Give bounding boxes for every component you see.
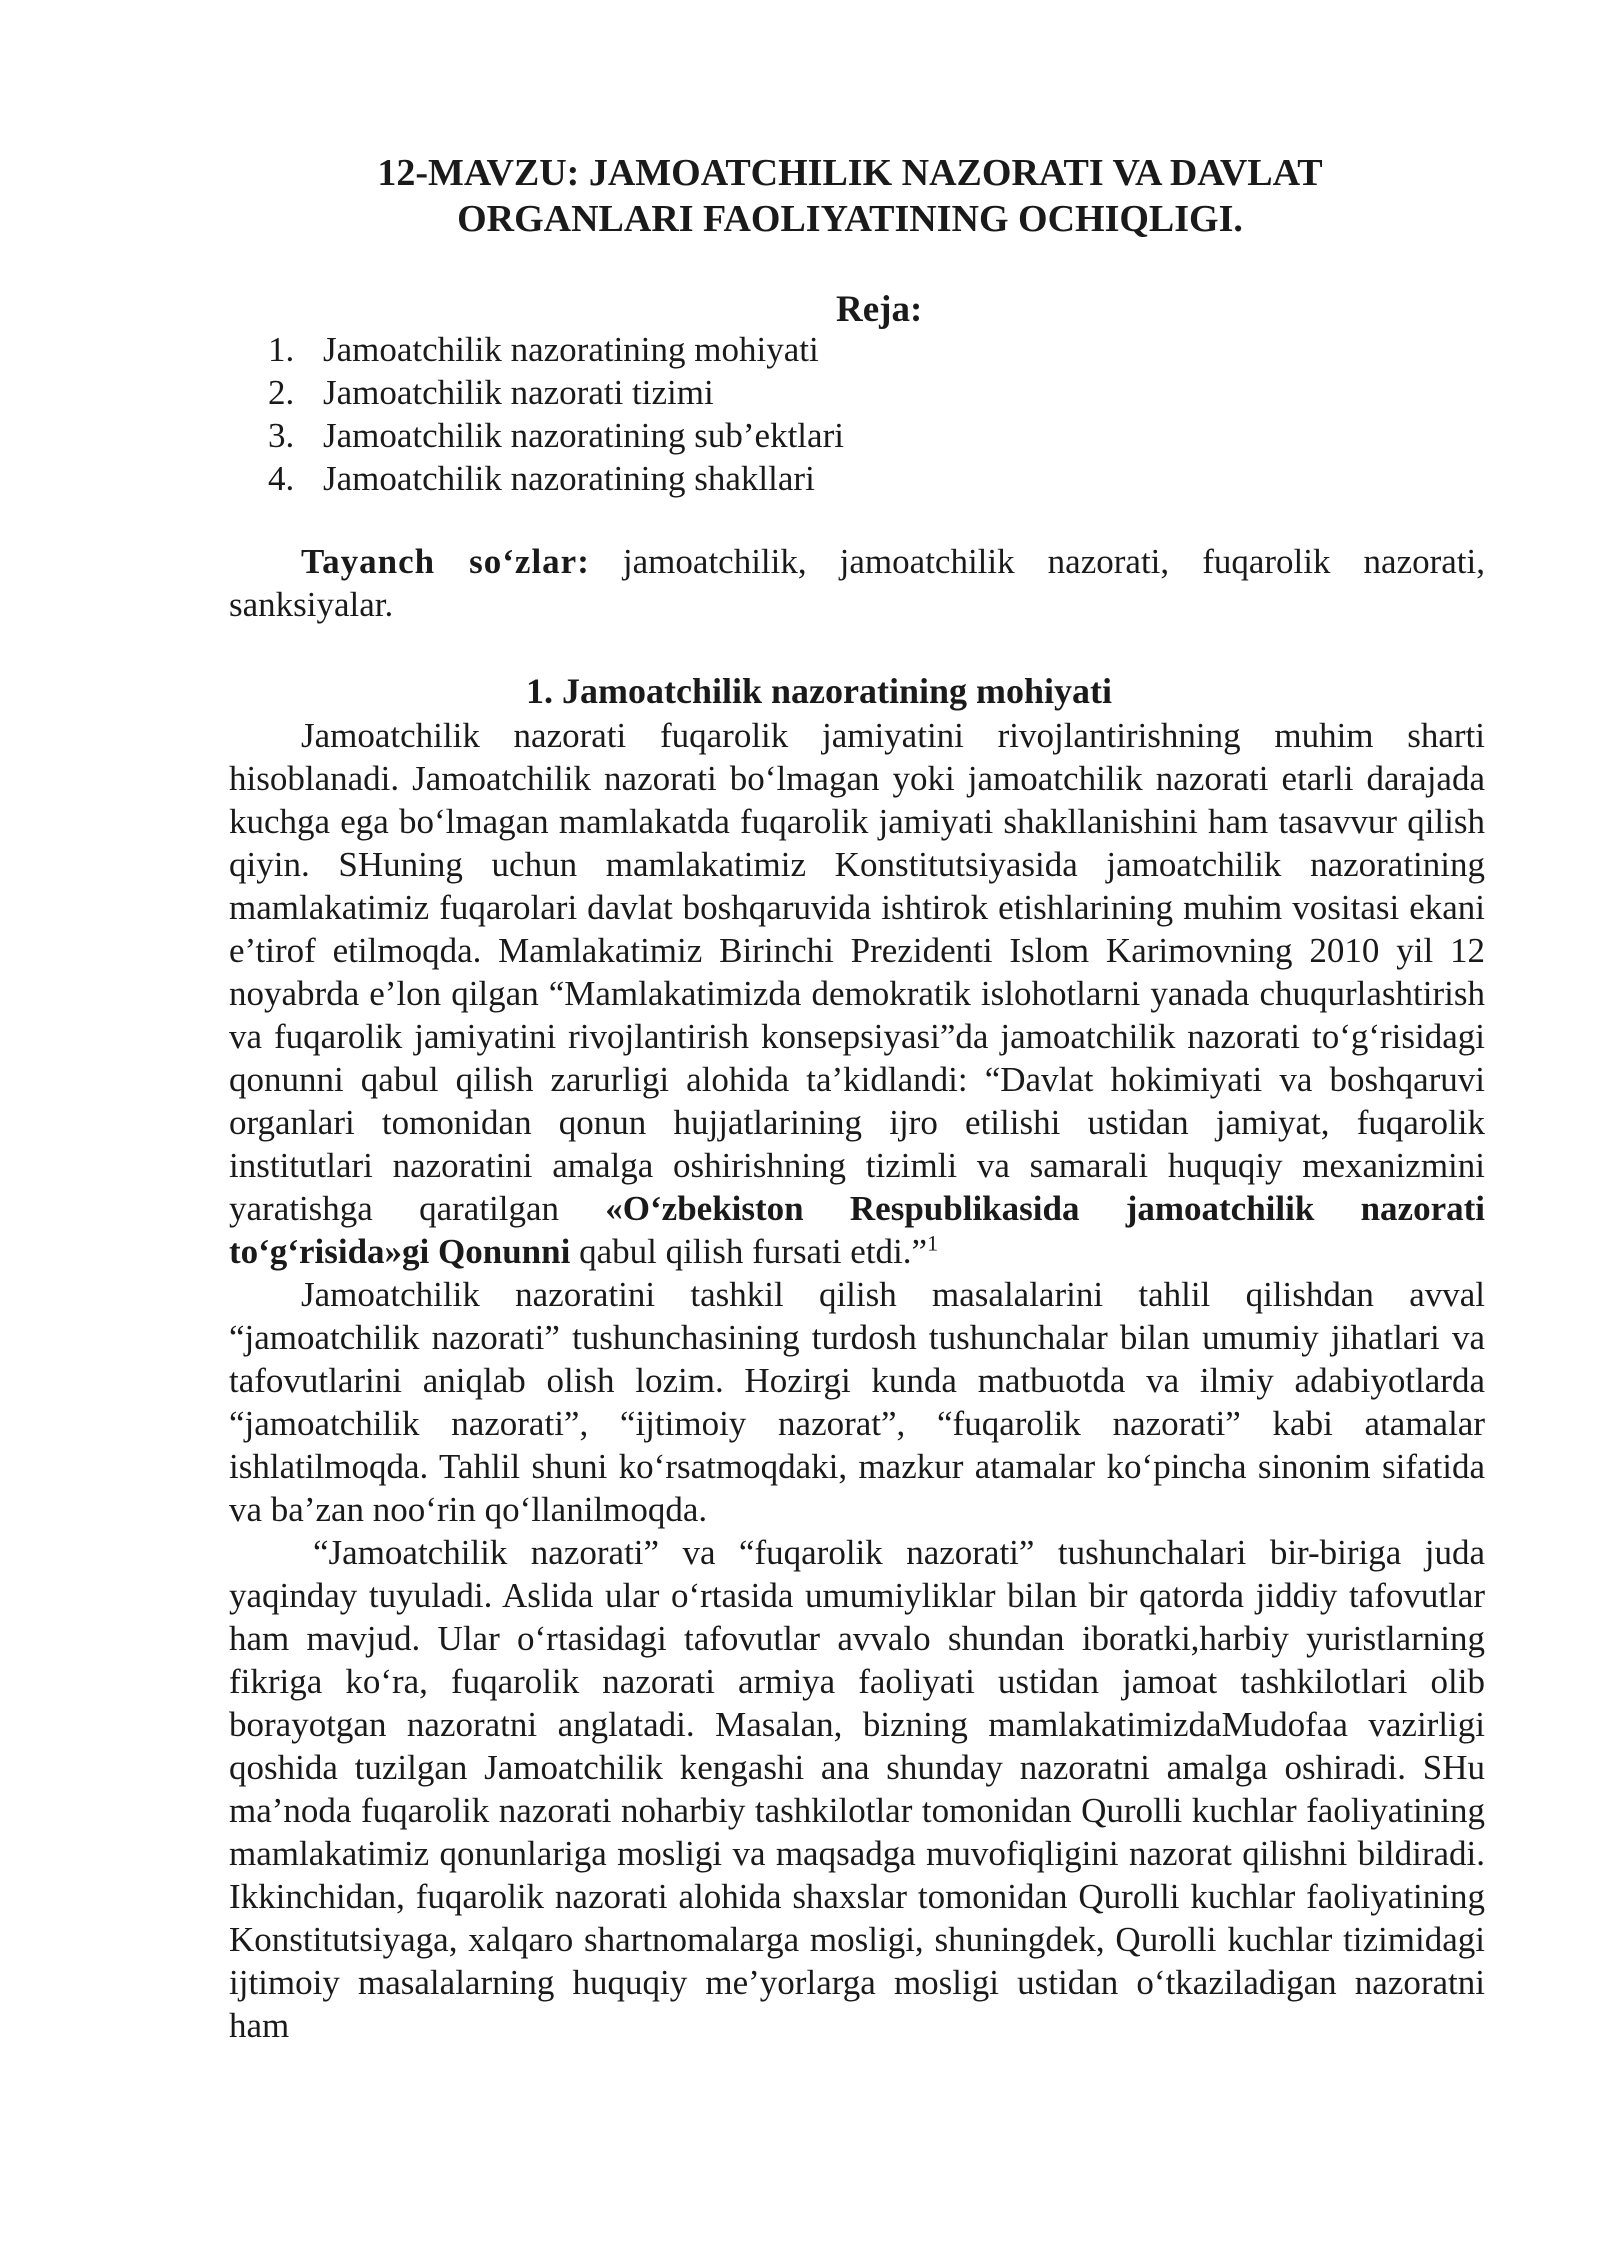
plan-item-text: Jamoatchilik nazoratining shakllari bbox=[323, 459, 815, 498]
paragraph-2: Jamoatchilik nazoratini tashkil qilish masalalarini tahlil qilishdan avval “jamoatchilik nazorati” tushunchasining turdosh tushunchalar bilan umumiy jihatlari va tafovutlarini aniqlab olish lozim. Hozirgi kunda matbuotda va ilmiy adabiyotlarda “jamoatchilik nazorati”, “ijtimoiy nazorat”, “fuqarolik nazorati” kabi atamalar ishlatilmoqda. Tahlil shuni ko‘rsatmoqdaki, mazkur atamalar ko‘pincha sinonim sifatida va ba’zan noo‘rin qo‘llanilmoqda. bbox=[229, 1275, 1485, 1529]
plan-item bbox=[268, 414, 844, 457]
title-line-1: 12-MAVZU: JAMOATCHILIK NAZORATI VA DAVLAT bbox=[377, 152, 1323, 194]
main-text bbox=[229, 714, 1485, 2047]
keywords-paragraph bbox=[229, 540, 1485, 626]
keywords-label: Tayanch so‘zlar: bbox=[301, 542, 590, 581]
keywords-text: jamoatchilik, jamoatchilik nazorati, fuqarolik nazorati, sanksiyalar. bbox=[229, 542, 1485, 624]
plan-item-text: Jamoatchilik nazorati tizimi bbox=[323, 373, 714, 412]
plan-item-text: Jamoatchilik nazoratining sub’ektlari bbox=[323, 416, 844, 455]
plan-item bbox=[268, 457, 844, 500]
page-title bbox=[300, 150, 1400, 242]
plan-list bbox=[268, 328, 844, 500]
paragraph-1-ending: qabul qilish fursati etdi.” bbox=[570, 1232, 928, 1271]
plan-heading: Reja: bbox=[836, 289, 923, 330]
paragraph-3: “Jamoatchilik nazorati” va “fuqarolik nazorati” tushunchalari bir-biriga juda yaqinday tuyuladi. Aslida ular o‘rtasida umumiyliklar bilan bir qatorda jiddiy tafovutlar ham mavjud. Ular o‘rtasidagi tafovutlar avvalo shundan iboratki,harbiy yuristlarning fikriga ko‘ra, fuqarolik nazorati armiya faoliyati ustidan jamoat tashkilotlari olib borayotgan nazoratni anglatadi. Masalan, bizning mamlakatimizdaMudofaa vazirligi qoshida tuzilgan Jamoatchilik kengashi ana shunday nazoratni amalga oshiradi. SHu ma’noda fuqarolik nazorati noharbiy tashkilotlar tomonidan Qurolli kuchlar faoliyatining mamlakatimiz qonunlariga mosligi va maqsadga muvofiqligini nazorat qilishni bildiradi. Ikkinchidan, fuqarolik nazorati alohida shaxslar tomonidan Qurolli kuchlar faoliyatining Konstitutsiyaga, xalqaro shartnomalarga mosligi, shuningdek, Qurolli kuchlar tizimidagi ijtimoiy masalalarning huquqiy me’yorlarga mosligi ustidan o‘tkaziladigan nazoratni ham bbox=[229, 1533, 1485, 2045]
paragraph-1-text: Jamoatchilik nazorati fuqarolik jamiyatini rivojlantirishning muhim sharti hisoblanadi. Jamoatchilik nazorati bo‘lmagan yoki jamoatchilik nazorati etarli darajada kuchga ega bo‘lmagan mamlakatda fuqarolik jamiyati shakllanishini ham tasavvur qilish qiyin. SHuning uchun mamlakatimiz Konstitutsiyasida jamoatchilik nazoratining mamlakatimiz fuqarolari davlat boshqaruvida ishtirok etishlarining muhim vositasi ekani e’tirof etilmoqda. Mamlakatimiz Birinchi Prezidenti Islom Karimovning 2010 yil 12 noyabrda e’lon qilgan “Mamlakatimizda demokratik islohotlarni yanada chuqurlashtirish va fuqarolik jamiyatini rivojlantirish konsepsiyasi”da jamoatchilik nazorati to‘g‘risidagi qonunni qabul qilish zarurligi alohida ta’kidlandi: “Davlat hokimiyati va boshqaruvi organlari tomonidan qonun hujjatlarining ijro etilishi ustidan jamiyat, fuqarolik institutlari nazoratini amalga oshirishning tizimli va samarali huquqiy mexanizmini yaratishga qaratilgan bbox=[229, 716, 1485, 1228]
plan-item-number: 2. bbox=[268, 373, 295, 412]
title-line-2: ORGANLARI FAOLIYATINING OCHIQLIGI. bbox=[457, 198, 1243, 240]
footnote-marker[interactable]: 1 bbox=[927, 1230, 939, 1256]
plan-item-number: 3. bbox=[268, 416, 295, 455]
law-title: «O‘zbekiston Respublikasida jamoatchilik nazorati to‘g‘risida»gi Qonunni bbox=[229, 1189, 1485, 1271]
keywords-block bbox=[229, 540, 1485, 626]
section-heading: 1. Jamoatchilik nazoratining mohiyati bbox=[525, 671, 1113, 711]
plan-item-text: Jamoatchilik nazoratining mohiyati bbox=[323, 330, 819, 369]
plan-item bbox=[268, 371, 844, 414]
plan-item-number: 4. bbox=[268, 459, 295, 498]
plan-item bbox=[268, 328, 844, 371]
paragraph-1 bbox=[229, 714, 1485, 1273]
plan-item-number: 1. bbox=[268, 330, 295, 369]
